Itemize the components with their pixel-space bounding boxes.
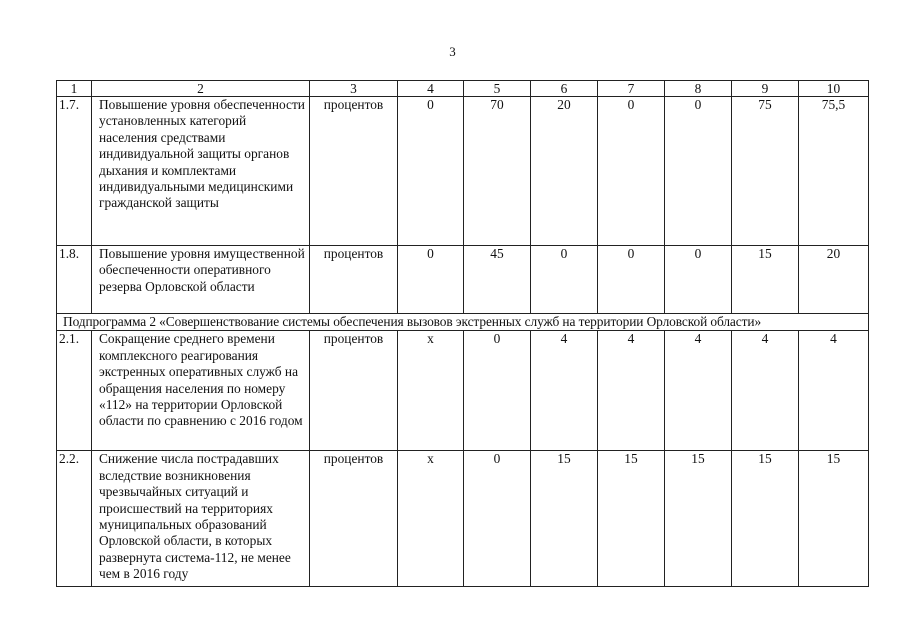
row-number: 1.8.	[57, 246, 92, 314]
column-header: 5	[464, 81, 531, 97]
value-cell: 0	[398, 246, 464, 314]
subprogram-row	[57, 314, 869, 331]
value-cell: 15	[732, 246, 799, 314]
unit-cell: процентов	[310, 331, 398, 451]
value-cell: 4	[799, 331, 869, 451]
value-cell: 4	[665, 331, 732, 451]
value-cell: 15	[732, 451, 799, 587]
column-header: 6	[531, 81, 598, 97]
column-number-row	[57, 81, 869, 97]
column-header: 7	[598, 81, 665, 97]
table-row	[57, 331, 869, 451]
value-cell: 0	[598, 246, 665, 314]
indicator-name: Повышение уровня обеспеченности установленных категорий населения средствами индивидуальной защиты органов дыхания и комплектами индивидуальными медицинскими гражданской защиты	[92, 97, 310, 246]
column-header: 8	[665, 81, 732, 97]
value-cell: 4	[732, 331, 799, 451]
value-cell: 4	[531, 331, 598, 451]
value-cell: 20	[799, 246, 869, 314]
indicator-name: Снижение числа пострадавших вследствие возникновения чрезвычайных ситуаций и происшествий на территориях муниципальных образований Орловской области, в которых развернута система-112, не менее чем в 2016 году	[92, 451, 310, 587]
value-cell: 15	[799, 451, 869, 587]
value-cell: 0	[464, 451, 531, 587]
table-row	[57, 451, 869, 587]
column-header: 10	[799, 81, 869, 97]
value-cell: 45	[464, 246, 531, 314]
column-header: 3	[310, 81, 398, 97]
value-cell: 0	[665, 246, 732, 314]
indicator-name: Сокращение среднего времени комплексного реагирования экстренных оперативных служб на обращения населения по номеру «112» на территории Орловской области по сравнению с 2016 годом	[92, 331, 310, 451]
table-row	[57, 246, 869, 314]
table-row	[57, 97, 869, 246]
value-cell: х	[398, 451, 464, 587]
column-header: 9	[732, 81, 799, 97]
unit-cell: процентов	[310, 97, 398, 246]
value-cell: 0	[665, 97, 732, 246]
value-cell: 15	[598, 451, 665, 587]
indicators-table	[56, 80, 869, 587]
row-number: 2.2.	[57, 451, 92, 587]
value-cell: 75	[732, 97, 799, 246]
value-cell: 0	[398, 97, 464, 246]
value-cell: 75,5	[799, 97, 869, 246]
column-header: 2	[92, 81, 310, 97]
indicator-name: Повышение уровня имущественной обеспеченности оперативного резерва Орловской области	[92, 246, 310, 314]
value-cell: 4	[598, 331, 665, 451]
value-cell: х	[398, 331, 464, 451]
subprogram-title: Подпрограмма 2 «Совершенствование системы обеспечения вызовов экстренных служб на территории Орловской области»	[57, 314, 869, 331]
column-header: 4	[398, 81, 464, 97]
value-cell: 20	[531, 97, 598, 246]
value-cell: 15	[665, 451, 732, 587]
page-number: 3	[449, 44, 456, 59]
value-cell: 0	[598, 97, 665, 246]
row-number: 1.7.	[57, 97, 92, 246]
value-cell: 0	[531, 246, 598, 314]
column-header: 1	[57, 81, 92, 97]
value-cell: 0	[464, 331, 531, 451]
row-number: 2.1.	[57, 331, 92, 451]
unit-cell: процентов	[310, 246, 398, 314]
unit-cell: процентов	[310, 451, 398, 587]
value-cell: 70	[464, 97, 531, 246]
value-cell: 15	[531, 451, 598, 587]
